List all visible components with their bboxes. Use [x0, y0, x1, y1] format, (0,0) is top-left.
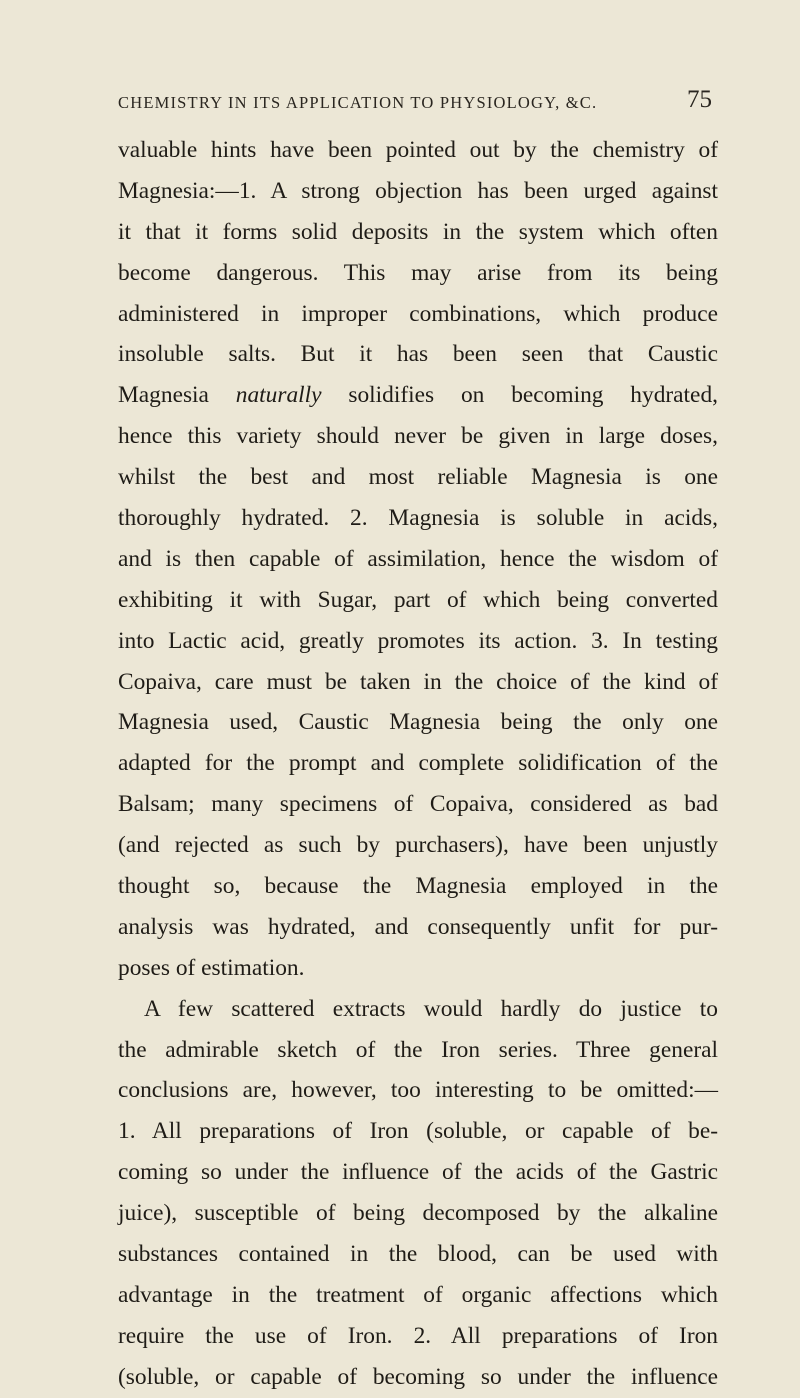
text-line: conclusions are, however, too interesting to be omitted:—: [118, 1077, 718, 1104]
paragraph-start-line: A few scattered extracts would hardly do justice to: [144, 995, 718, 1022]
text-line: 1. All preparations of Iron (soluble, or capable of be-: [118, 1118, 718, 1145]
text-line: become dangerous. This may arise from its being: [118, 259, 718, 286]
text-line: hence this variety should never be given in large doses,: [118, 423, 718, 450]
text-line: coming so under the influence of the acids of the Gastric: [118, 1159, 718, 1186]
body-text: [118, 130, 718, 1398]
text-line: require the use of Iron. 2. All preparations of Iron: [118, 1322, 718, 1349]
text-line: Copaiva, care must be taken in the choice of the kind of: [118, 668, 718, 695]
text-segment: solidifies on becoming hydrated,: [321, 382, 718, 409]
text-line: (and rejected as such by purchasers), have been unjustly: [118, 832, 718, 859]
page-number: 75: [687, 86, 712, 113]
text-line: into Lactic acid, greatly promotes its action. 3. In testing: [118, 627, 718, 654]
text-line: insoluble salts. But it has been seen that Caustic: [118, 341, 718, 368]
text-line: it that it forms solid deposits in the system which often: [118, 218, 718, 245]
text-line: administered in improper combinations, which produce: [118, 300, 718, 327]
text-line: (soluble, or capable of becoming so under the influence: [118, 1363, 718, 1390]
text-segment: Magnesia: [118, 382, 236, 409]
text-line: Balsam; many specimens of Copaiva, considered as bad: [118, 791, 718, 818]
text-line: exhibiting it with Sugar, part of which being converted: [118, 586, 718, 613]
text-line: Magnesia:—1. A strong objection has been urged against: [118, 177, 718, 204]
text-line: adapted for the prompt and complete solidification of the: [118, 750, 718, 777]
italic-word: naturally: [235, 382, 322, 409]
text-line: valuable hints have been pointed out by the chemistry of: [118, 137, 718, 163]
paragraph-end-line: poses of estimation.: [118, 954, 305, 981]
text-line: Magnesia used, Caustic Magnesia being the only one: [118, 709, 718, 736]
text-line: advantage in the treatment of organic affections which: [118, 1281, 718, 1308]
text-line: thought so, because the Magnesia employed in the: [118, 873, 718, 900]
text-line: analysis was hydrated, and consequently unfit for pur-: [118, 913, 718, 940]
text-line: juice), susceptible of being decomposed by the alkaline: [118, 1200, 718, 1227]
text-line: substances contained in the blood, can be used with: [118, 1241, 718, 1268]
text-line: and is then capable of assimilation, hence the wisdom of: [118, 545, 718, 572]
text-line: thoroughly hydrated. 2. Magnesia is soluble in acids,: [118, 505, 718, 532]
running-head: [118, 86, 712, 113]
text-line-with-italic: [118, 375, 718, 416]
text-line: whilst the best and most reliable Magnesia is one: [118, 464, 718, 491]
running-head-title: CHEMISTRY IN ITS APPLICATION TO PHYSIOLOGY, &C.: [118, 93, 598, 112]
text-line: the admirable sketch of the Iron series. Three general: [118, 1036, 718, 1063]
